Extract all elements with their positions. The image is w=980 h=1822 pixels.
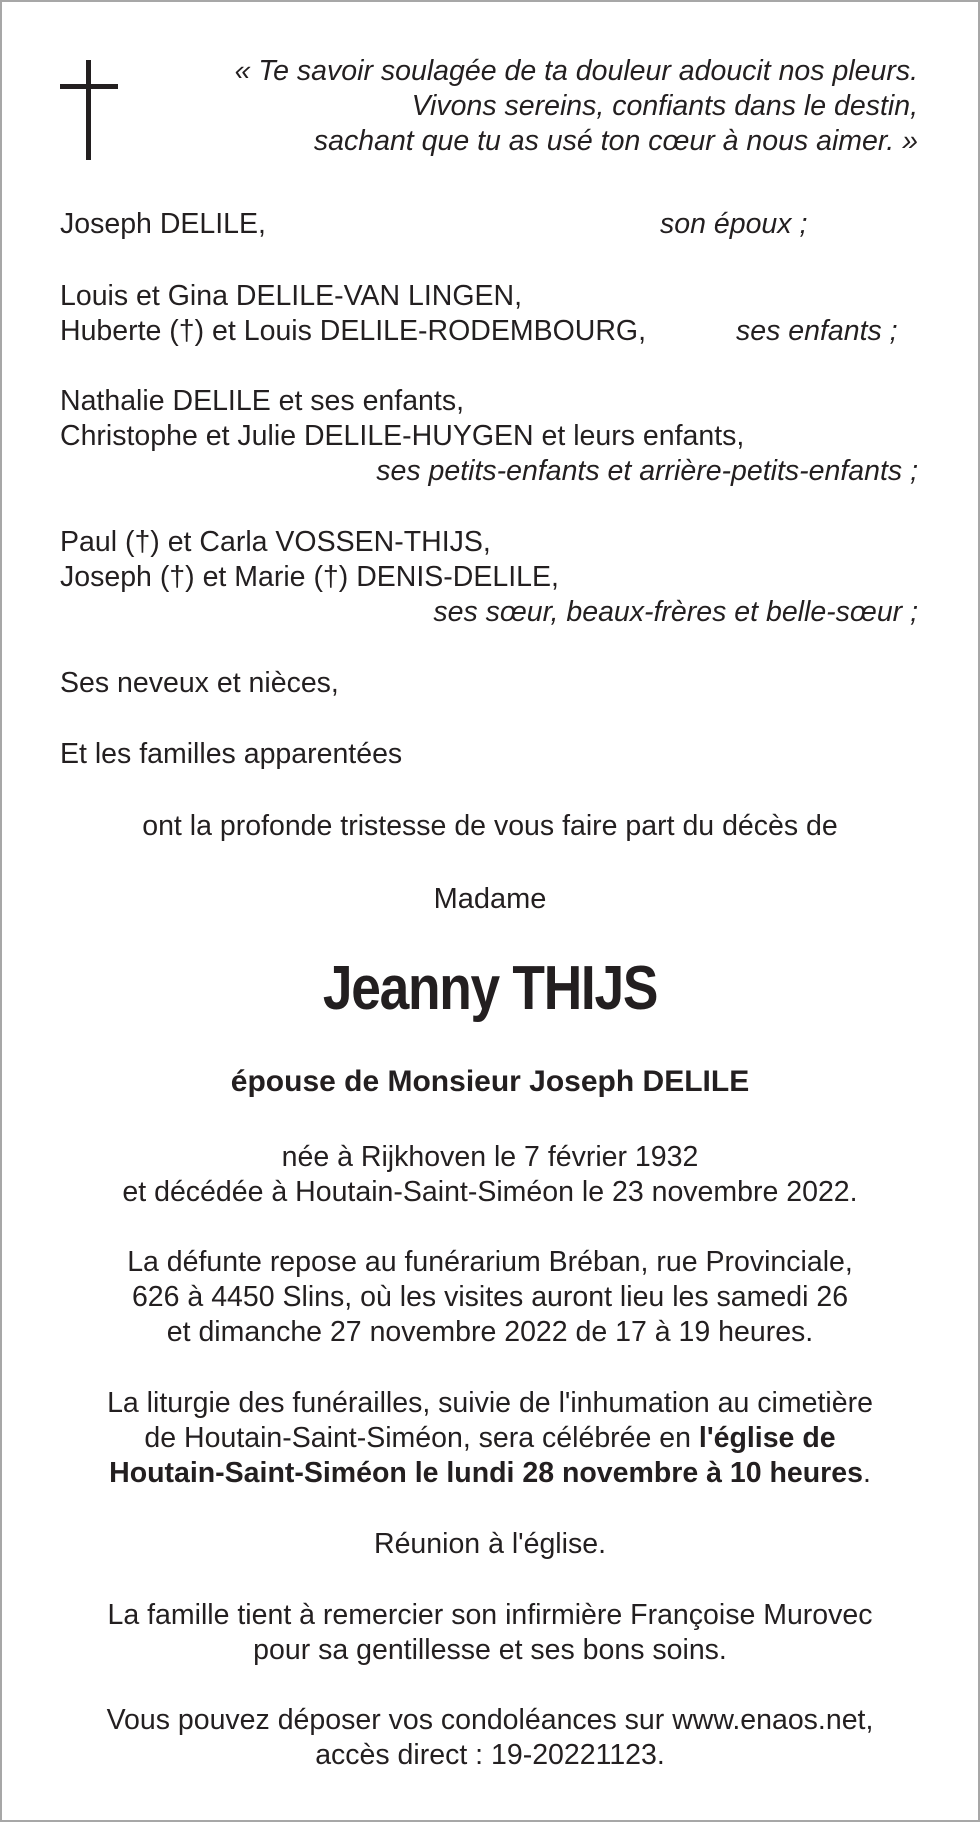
sibling-role: ses sœur, beaux-frères et belle-sœur ; (433, 596, 918, 628)
deceased-title: Madame (433, 883, 547, 915)
funeral-line (2, 1456, 978, 1491)
funeral-line: La liturgie des funérailles, suivie de l'inhumation au cimetière (107, 1387, 873, 1419)
gathering-line: Réunion à l'église. (373, 1528, 606, 1560)
quote-line: sachant que tu as usé ton cœur à nous aimer. » (313, 125, 918, 157)
funeral-line-text: de Houtain-Saint-Siméon, sera célébrée en (144, 1422, 699, 1454)
birth-line: née à Rijkhoven le 7 février 1932 (281, 1141, 699, 1173)
children-role: ses enfants ; (736, 315, 898, 347)
spouse-role: son époux ; (660, 208, 808, 240)
sibling-line: Paul (†) et Carla VOSSEN-THIJS, (60, 526, 491, 558)
grandchildren-line: Christophe et Julie DELILE-HUYGEN et leurs enfants, (60, 420, 745, 452)
relatives-line: Et les familles apparentées (60, 738, 403, 770)
funeral-line (2, 1421, 978, 1456)
visitation-line: 626 à 4450 Slins, où les visites auront lieu les samedi 26 (131, 1281, 849, 1313)
funeral-line-end: . (862, 1457, 871, 1489)
visitation-line: La défunte repose au funérarium Bréban, rue Provinciale, (127, 1246, 853, 1278)
grandchildren-line: Nathalie DELILE et ses enfants, (60, 385, 464, 417)
quote-line: « Te savoir soulagée de ta douleur adoucit nos pleurs. (234, 55, 918, 87)
visitation-line: et dimanche 27 novembre 2022 de 17 à 19 heures. (166, 1316, 814, 1348)
spouse-of-line: épouse de Monsieur Joseph DELILE (230, 1065, 750, 1098)
children-line: Louis et Gina DELILE-VAN LINGEN, (60, 280, 522, 312)
epigraph-quote (235, 54, 918, 159)
condolences-line: accès direct : 19-20221123. (315, 1739, 665, 1771)
quote-line: Vivons sereins, confiants dans le destin, (411, 90, 918, 122)
funeral-church: l'église de (698, 1422, 836, 1454)
children-line: Huberte (†) et Louis DELILE-RODEMBOURG, (60, 315, 647, 347)
sibling-line: Joseph (†) et Marie (†) DENIS-DELILE, (60, 561, 559, 593)
deceased-name: Jeanny THIJS (322, 954, 658, 1023)
spouse-name: Joseph DELILE, (60, 208, 266, 240)
announcement-intro: ont la profonde tristesse de vous faire part du décès de (142, 810, 838, 842)
thanks-line: pour sa gentillesse et ses bons soins. (253, 1634, 727, 1666)
cross-icon (60, 60, 118, 160)
nephews-line: Ses neveux et nièces, (60, 667, 339, 699)
condolences-line: Vous pouvez déposer vos condoléances sur www.enaos.net, (106, 1704, 874, 1736)
death-line: et décédée à Houtain-Saint-Siméon le 23 novembre 2022. (122, 1176, 858, 1208)
funeral-date: Houtain-Saint-Siméon le lundi 28 novembre à 10 heures (109, 1457, 863, 1489)
thanks-line: La famille tient à remercier son infirmière Françoise Murovec (107, 1599, 873, 1631)
grandchildren-role: ses petits-enfants et arrière-petits-enfants ; (376, 455, 918, 487)
